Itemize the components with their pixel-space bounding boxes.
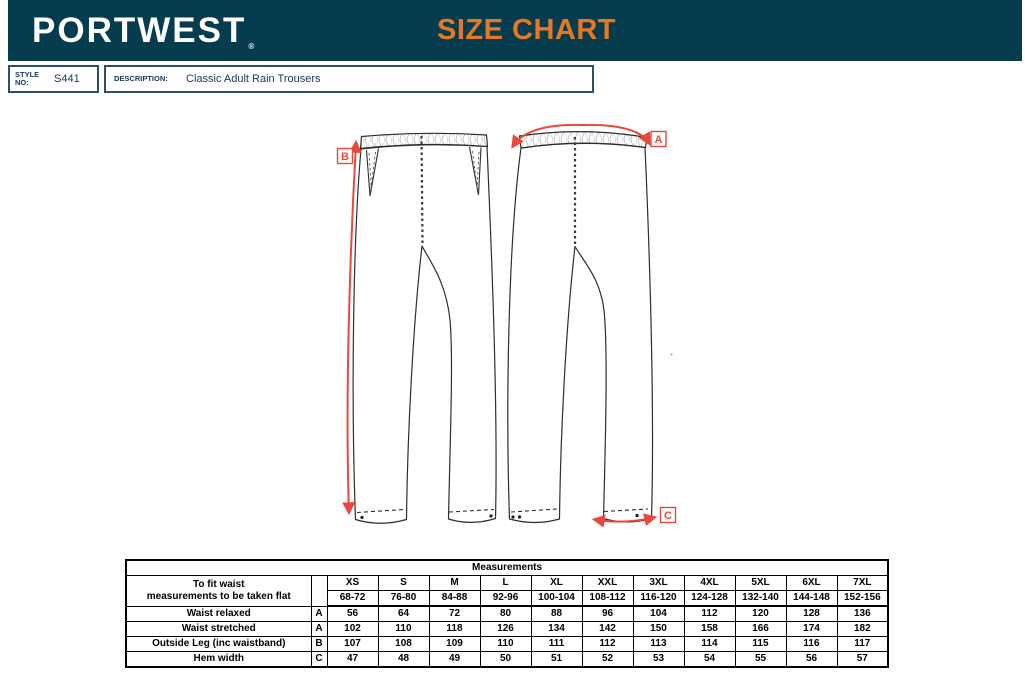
size-header-row bbox=[126, 576, 888, 591]
corner-label: To fit waist measurements to be taken flat bbox=[126, 576, 311, 607]
fit-range-cell: 92-96 bbox=[480, 591, 531, 607]
measurement-row bbox=[126, 606, 888, 622]
value-cell: 96 bbox=[582, 606, 633, 622]
value-cell: 104 bbox=[633, 606, 684, 622]
value-cell: 57 bbox=[837, 652, 888, 668]
size-col-header: XL bbox=[531, 576, 582, 591]
value-cell: 116 bbox=[786, 637, 837, 652]
front-trouser-outline bbox=[353, 145, 496, 524]
value-cell: 117 bbox=[837, 637, 888, 652]
measurements-title-row bbox=[126, 560, 888, 576]
value-cell: 50 bbox=[480, 652, 531, 668]
value-cell: 114 bbox=[684, 637, 735, 652]
marker-b-label: B bbox=[341, 151, 349, 163]
measurement-row bbox=[126, 622, 888, 637]
fit-range-cell: 132-140 bbox=[735, 591, 786, 607]
value-cell: 80 bbox=[480, 606, 531, 622]
row-letter: B bbox=[311, 637, 327, 652]
size-col-header: 6XL bbox=[786, 576, 837, 591]
fit-range-cell: 108-112 bbox=[582, 591, 633, 607]
value-cell: 150 bbox=[633, 622, 684, 637]
value-cell: 136 bbox=[837, 606, 888, 622]
value-cell: 107 bbox=[327, 637, 378, 652]
row-letter: A bbox=[311, 606, 327, 622]
value-cell: 120 bbox=[735, 606, 786, 622]
size-col-header: 4XL bbox=[684, 576, 735, 591]
fit-range-cell: 116-120 bbox=[633, 591, 684, 607]
row-letter: C bbox=[311, 652, 327, 668]
size-col-header: XXL bbox=[582, 576, 633, 591]
value-cell: 102 bbox=[327, 622, 378, 637]
description-label: DESCRIPTION: bbox=[114, 74, 168, 83]
value-cell: 109 bbox=[429, 637, 480, 652]
value-cell: 56 bbox=[327, 606, 378, 622]
row-letter: A bbox=[311, 622, 327, 637]
row-label: Waist stretched bbox=[126, 622, 311, 637]
fit-range-cell: 76-80 bbox=[378, 591, 429, 607]
style-no-label: STYLE NO: bbox=[15, 70, 40, 88]
style-no-box bbox=[8, 65, 99, 93]
value-cell: 48 bbox=[378, 652, 429, 668]
marker-c bbox=[661, 508, 676, 523]
value-cell: 51 bbox=[531, 652, 582, 668]
size-col-header: 3XL bbox=[633, 576, 684, 591]
style-no-value: S441 bbox=[54, 73, 80, 85]
value-cell: 128 bbox=[786, 606, 837, 622]
value-cell: 47 bbox=[327, 652, 378, 668]
fit-range-cell: 100-104 bbox=[531, 591, 582, 607]
fit-range-cell: 144-148 bbox=[786, 591, 837, 607]
trousers-diagram bbox=[330, 112, 695, 548]
stray-mark bbox=[671, 354, 673, 356]
size-col-header: 7XL bbox=[837, 576, 888, 591]
value-cell: 115 bbox=[735, 637, 786, 652]
back-trouser-outline bbox=[508, 143, 653, 522]
description-value: Classic Adult Rain Trousers bbox=[186, 73, 321, 85]
value-cell: 174 bbox=[786, 622, 837, 637]
value-cell: 112 bbox=[582, 637, 633, 652]
value-cell: 118 bbox=[429, 622, 480, 637]
value-cell: 110 bbox=[378, 622, 429, 637]
measurements-table-wrap bbox=[125, 559, 889, 668]
portwest-logo bbox=[32, 0, 254, 61]
measurements-title: Measurements bbox=[126, 560, 888, 576]
row-label: Outside Leg (inc waistband) bbox=[126, 637, 311, 652]
value-cell: 182 bbox=[837, 622, 888, 637]
measurement-row bbox=[126, 637, 888, 652]
value-cell: 55 bbox=[735, 652, 786, 668]
value-cell: 54 bbox=[684, 652, 735, 668]
page-title: SIZE CHART bbox=[437, 14, 616, 46]
value-cell: 113 bbox=[633, 637, 684, 652]
size-col-header: S bbox=[378, 576, 429, 591]
marker-c-label: C bbox=[664, 510, 672, 522]
value-cell: 49 bbox=[429, 652, 480, 668]
row-label: Hem width bbox=[126, 652, 311, 668]
value-cell: 126 bbox=[480, 622, 531, 637]
value-cell: 88 bbox=[531, 606, 582, 622]
marker-a bbox=[651, 132, 666, 147]
fit-range-cell: 84-88 bbox=[429, 591, 480, 607]
value-cell: 53 bbox=[633, 652, 684, 668]
measurements-table bbox=[125, 559, 889, 668]
size-col-header: XS bbox=[327, 576, 378, 591]
value-cell: 72 bbox=[429, 606, 480, 622]
fit-range-cell: 152-156 bbox=[837, 591, 888, 607]
value-cell: 158 bbox=[684, 622, 735, 637]
row-label: Waist relaxed bbox=[126, 606, 311, 622]
value-cell: 110 bbox=[480, 637, 531, 652]
value-cell: 142 bbox=[582, 622, 633, 637]
marker-a-label: A bbox=[654, 134, 663, 146]
header-bar bbox=[8, 0, 1022, 61]
value-cell: 134 bbox=[531, 622, 582, 637]
value-cell: 108 bbox=[378, 637, 429, 652]
description-box bbox=[104, 65, 594, 93]
size-col-header: 5XL bbox=[735, 576, 786, 591]
fit-range-cell: 124-128 bbox=[684, 591, 735, 607]
value-cell: 112 bbox=[684, 606, 735, 622]
value-cell: 56 bbox=[786, 652, 837, 668]
value-cell: 52 bbox=[582, 652, 633, 668]
value-cell: 166 bbox=[735, 622, 786, 637]
size-col-header: L bbox=[480, 576, 531, 591]
measurement-row bbox=[126, 652, 888, 668]
brand-name: PORTWEST bbox=[32, 10, 247, 50]
fit-range-cell: 68-72 bbox=[327, 591, 378, 607]
value-cell: 64 bbox=[378, 606, 429, 622]
marker-b bbox=[338, 149, 353, 164]
letter-column-header bbox=[311, 576, 327, 607]
size-col-header: M bbox=[429, 576, 480, 591]
registered-mark: ® bbox=[248, 42, 255, 51]
value-cell: 111 bbox=[531, 637, 582, 652]
